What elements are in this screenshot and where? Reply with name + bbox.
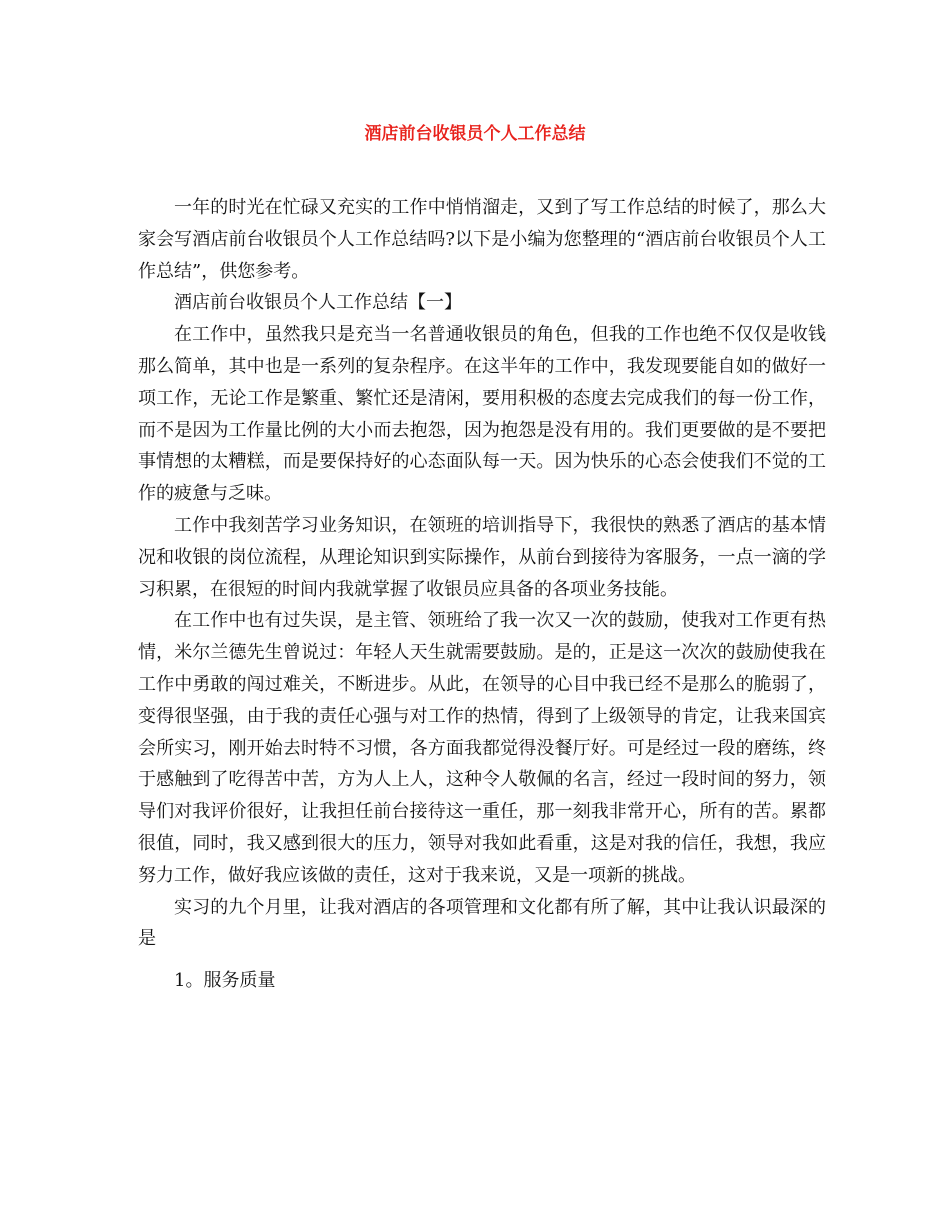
body-paragraph: 工作中我刻苦学习业务知识，在领班的培训指导下，我很快的熟悉了酒店的基本情况和收银的岗位流程，从理论知识到实际操作，从前台到接待为客服务，一点一滴的学习积累，在很短的时间内我就掌握了收银员应具备的各项业务技能。 [138,514,826,600]
document-title: 酒店前台收银员个人工作总结 [364,124,586,144]
document-body [138,192,826,997]
numbered-item: 1。服务质量 [174,970,276,992]
intro-paragraph: 一年的时光在忙碌又充实的工作中悄悄溜走，又到了写工作总结的时候了，那么大家会写酒店前台收银员个人工作总结吗?以下是小编为您整理的“酒店前台收银员个人工作总结”，供您参考。 [138,197,826,282]
body-paragraph: 实习的九个月里，让我对酒店的各项管理和文化都有所了解，其中让我认识最深的是 [138,896,826,950]
section-heading: 酒店前台收银员个人工作总结【一】 [174,292,462,314]
body-paragraph: 在工作中，虽然我只是充当一名普通收银员的角色，但我的工作也绝不仅仅是收钱那么简单，其中也是一系列的复杂程序。在这半年的工作中，我发现要能自如的做好一项工作，无论工作是繁重、繁忙还是清闲，要用积极的态度去完成我们的每一份工作，而不是因为工作量比例的大小而去抱怨，因为抱怨是没有用的。我们更要做的是不要把事情想的太糟糕，而是要保持好的心态面队每一天。因为快乐的心态会使我们不觉的工作的疲惫与乏味。 [138,324,826,505]
body-paragraph: 在工作中也有过失误，是主管、领班给了我一次又一次的鼓励，使我对工作更有热情，米尔兰德先生曾说过：年轻人天生就需要鼓励。是的，正是这一次次的鼓励使我在工作中勇敢的闯过难关，不断进步。从此，在领导的心目中我已经不是那么的脆弱了，变得很坚强，由于我的责任心强与对工作的热情，得到了上级领导的肯定，让我来国宾会所实习，刚开始去时特不习惯，各方面我都觉得没餐厅好。可是经过一段的磨练，终于感触到了吃得苦中苦，方为人上人，这种令人敬佩的名言，经过一段时间的努力，领导们对我评价很好，让我担任前台接待这一重任，那一刻我非常开心，所有的苦。累都很值，同时，我又感到很大的压力，领导对我如此看重，这是对我的信任，我想，我应努力工作，做好我应该做的责任，这对于我来说，又是一项新的挑战。 [138,610,826,886]
